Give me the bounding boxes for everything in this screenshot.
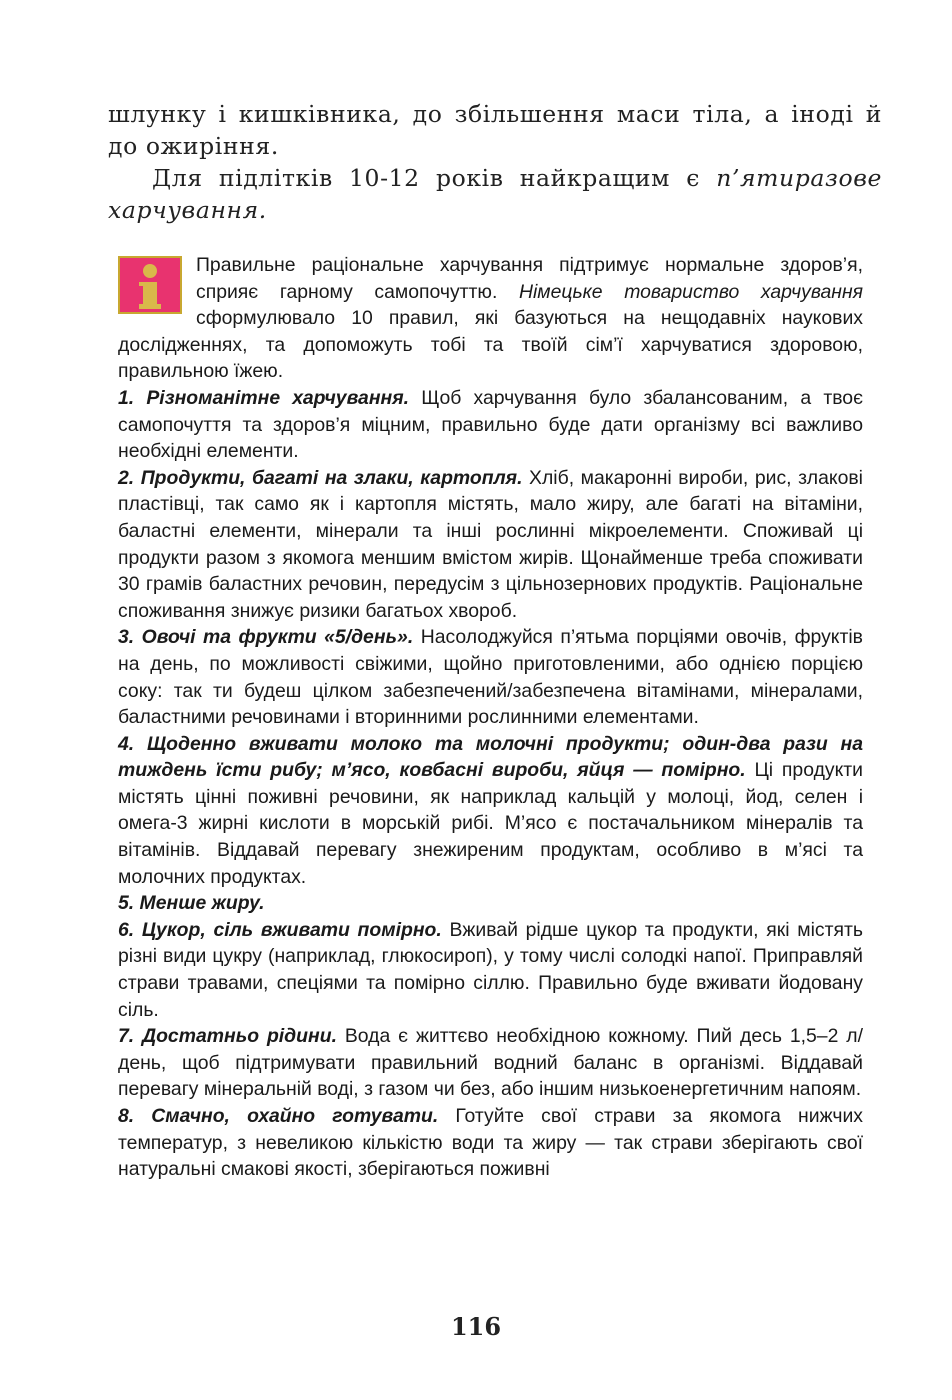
- info-icon-glyph: [120, 258, 180, 312]
- intro-p2-text: Для підлітків 10-12 років найкращим є: [152, 164, 717, 192]
- rule-5: [118, 890, 863, 917]
- rule-title: 5. Менше жиру.: [118, 892, 265, 915]
- rule-4: [118, 731, 863, 891]
- rule-text: Готуйте свої страви за якомога нижчих температур, з невеликою кількістю води та жиру — так страви зберігають свої натуральні смакові якості, зберігаються поживні: [118, 1105, 863, 1181]
- rule-6: [118, 917, 863, 1023]
- rule-title: 4. Щоденно вживати молоко та молочні продукти; один-два рази на тиждень їсти рибу; м’ясо, ковбасні вироби, яйця — помірно.: [118, 732, 863, 782]
- rule-text: Щоб харчування було збалансованим, а твоє самопочуття та здоров’я міцним, правильно буде дати організму всі важливо необхідні елементи.: [118, 386, 863, 463]
- intro-paragraph-2: [108, 162, 882, 226]
- rule-title: 8. Смачно, охайно готувати.: [118, 1105, 439, 1127]
- rule-1: [118, 385, 863, 465]
- rule-title: 7. Достатньо рідини.: [118, 1025, 337, 1048]
- page-number: 116: [450, 1312, 502, 1341]
- rule-title: 6. Цукор, сіль вживати помірно.: [118, 918, 442, 941]
- rule-2: [118, 465, 863, 625]
- rule-title: 1. Різноманітне харчування.: [118, 386, 410, 409]
- intro-p2-emphasis: п’ятиразове харчування.: [108, 164, 882, 224]
- rule-text: Хліб, макаронні вироби, рис, злакові пластівці, так само як і картопля містять, мало жиру, але багаті на вітаміни, баластні елементи, мінерали та інші рослинні мікроелементи. Споживай ці продукти разом з якомога меншим вмістом жирів. Щонайменше треба споживати 30 грамів баластних речовин, передусім з цільнозернових продуктів. Раціональне споживання знижує ризики багатьох хвороб.: [118, 466, 863, 622]
- rule-text: Вода є життєво необхідною кожному. Пий десь 1,5–2 л/день, щоб підтримувати правильний водний баланс в організмі. Віддавай перевагу мінеральній воді, з газом чи без, або іншим низькоенергетичним напоям.: [118, 1025, 863, 1101]
- rule-text: Ці продукти містять цінні поживні речовини, як наприклад кальцій у молоці, йод, селен і омега-3 жирні кислоти в морській рибі. М’ясо є постачальником мінералів та вітамінів. Віддавай перевагу знежиреним продуктам, особливо в м’ясі та молочних продуктах.: [118, 759, 863, 888]
- info-text-a: Правильне раціональне харчування підтримує нормальне здоров’я, сприяє гарному самопочуттю.: [196, 254, 863, 303]
- intro-paragraph-1: шлунку і кишківника, до збільшення маси тіла, а іноді й до ожиріння.: [108, 100, 882, 160]
- rule-text: Вживай рідше цукор та продукти, які містять різні види цукру (наприклад, глюкосироп), у тому числі солодкі напої. Приправляй страви травами, спеціями та помірно сіллю. Правильно буде вживати йодовану сіль.: [118, 918, 863, 1021]
- info-box: [118, 252, 863, 1183]
- info-icon: [118, 256, 182, 314]
- info-society-name: Німецьке товариство харчування: [518, 280, 863, 303]
- rule-7: [118, 1023, 863, 1103]
- info-intro: [118, 252, 863, 385]
- rule-3: [118, 624, 863, 730]
- rule-text: Насолоджуйся п’ятьма порціями овочів, фруктів на день, по можливості свіжими, щойно приготовленими, або однією порцією соку: так ти будеш цілком забезпечений/забезпечена вітамінами, мінералами, баластними речовинами і вторинними рослинними елементами.: [118, 626, 863, 729]
- info-text-b: сформулювало 10 правил, які базуються на нещодавніх наукових дослідженнях, та допоможуть тобі та твоїй сім’ї харчуватися здоровою, правильною їжею.: [118, 307, 863, 383]
- rule-title: 3. Овочі та фрукти «5/день».: [118, 626, 414, 649]
- intro-text: [108, 98, 882, 226]
- rule-title: 2. Продукти, багаті на злаки, картопля.: [118, 466, 523, 489]
- rule-8: [118, 1103, 863, 1183]
